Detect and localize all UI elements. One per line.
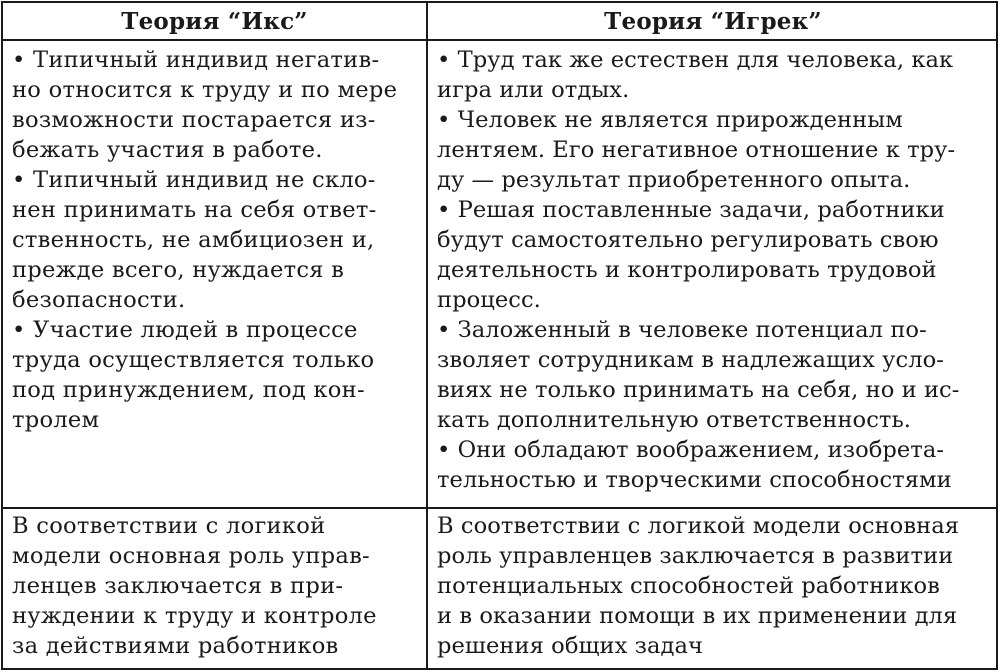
theory-x-line: безопасности. <box>12 287 186 313</box>
theory-y-management-role <box>428 509 998 670</box>
theory-y-role-line: и в оказании помощи в их применении для <box>437 603 958 629</box>
theory-x-role-line: нуждении к труду и контроле <box>12 603 377 629</box>
theory-x-line: прежде всего, нуждается в <box>12 257 345 283</box>
theory-y-line: будут самостоятельно регулировать свою <box>437 227 939 253</box>
theory-x-line: под принуждением, под кон- <box>12 377 365 403</box>
theory-y-role-line: роль управленцев заключается в развитии <box>437 543 954 569</box>
theory-x-role-line: ленцев заключается в при- <box>12 573 344 599</box>
theory-y-description <box>428 41 998 507</box>
theory-x-description <box>3 41 426 507</box>
theory-y-line: • Труд так же естествен для человека, как <box>437 47 954 73</box>
theory-x-line: бежать участия в работе. <box>12 137 323 163</box>
theory-x-line: труда осуществляется только <box>12 347 375 373</box>
theory-x-role-line: модели основная роль управ- <box>12 543 370 569</box>
header-theory-x: Теория “Икс” <box>121 7 308 35</box>
theory-x-line: ственность, не амбициозен и, <box>12 227 375 253</box>
theory-y-line: • Заложенный в человеке потенциал по- <box>437 317 927 343</box>
theory-y-line: деятельность и контролировать трудовой <box>437 257 937 283</box>
theory-y-role-line: В соответствии с логикой модели основная <box>437 513 960 539</box>
header-theory-y: Теория “Игрек” <box>604 7 822 35</box>
theory-y-role-line: потенциальных способностей работников <box>437 573 940 599</box>
theory-x-line: нен принимать на себя ответ- <box>12 197 377 223</box>
theory-x-line: тролем <box>12 407 100 433</box>
theory-y-line: ду — результат приобретенного опыта. <box>437 167 911 193</box>
theory-x-role-line: В соответствии с логикой <box>12 513 326 539</box>
theory-x-management-role <box>3 509 426 670</box>
theory-y-role-line: решения общих задач <box>437 633 704 659</box>
comparison-table <box>1 1 998 670</box>
theory-x-role-line: за действиями работников <box>12 633 339 659</box>
theory-y-line: игра или отдых. <box>437 77 630 103</box>
theory-y-line: процесс. <box>437 287 541 313</box>
theory-y-line: кать дополнительную ответственность. <box>437 407 912 433</box>
theory-y-line: • Они обладают воображением, изобрета- <box>437 437 945 463</box>
theory-y-line: • Решая поставленные задачи, работники <box>437 197 945 223</box>
theory-y-line: зволяет сотрудникам в надлежащих усло- <box>437 347 944 373</box>
theory-x-line: • Типичный индивид не скло- <box>12 167 376 193</box>
theory-y-line: тельностью и творческими способностями <box>437 467 952 493</box>
theory-x-line: • Участие людей в процессе <box>12 317 358 343</box>
theory-x-line: но относится к труду и по мере <box>12 77 398 103</box>
theory-x-line: возможности постарается из- <box>12 107 376 133</box>
theory-x-line: • Типичный индивид негатив- <box>12 47 380 73</box>
theory-y-line: виях не только принимать на себя, но и ис- <box>437 377 960 403</box>
theory-y-line: • Человек не является прирожденным <box>437 107 903 133</box>
theory-y-line: лентяем. Его негативное отношение к тру- <box>437 137 956 163</box>
